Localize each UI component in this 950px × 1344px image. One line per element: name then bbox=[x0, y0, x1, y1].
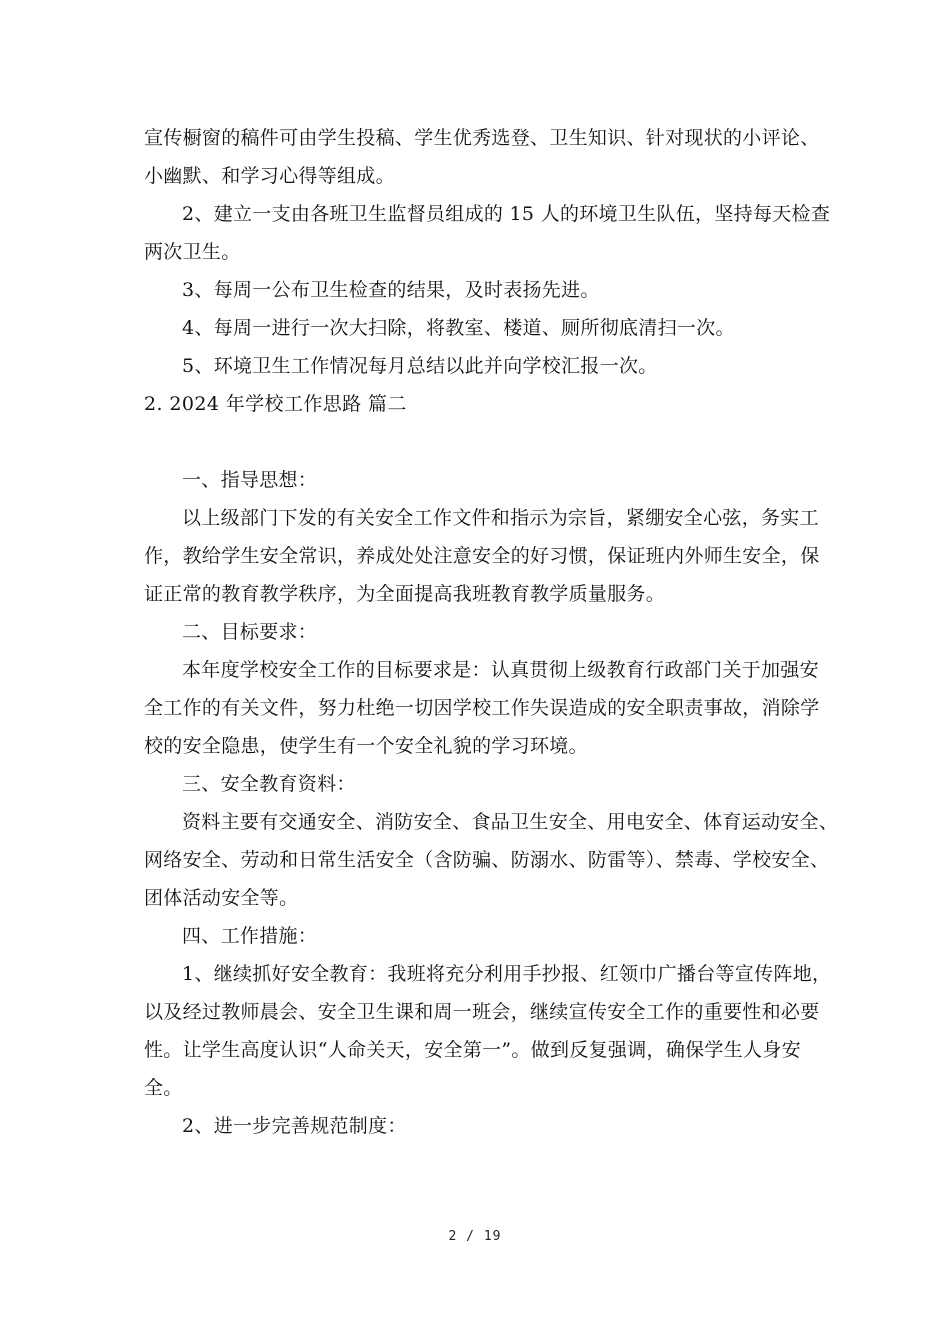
blank-line bbox=[144, 423, 810, 461]
materials-heading: 三、安全教育资料： bbox=[182, 773, 356, 795]
text-line: 以上级部门下发的有关安全工作文件和指示为宗旨，紧绷安全心弦，务实工 bbox=[182, 507, 819, 529]
text-line: 全工作的有关文件，努力杜绝一切因学校工作失误造成的安全职责事故，消除学 bbox=[144, 697, 820, 719]
text-line: 校的安全隐患，使学生有一个安全礼貌的学习环境。 bbox=[144, 735, 588, 757]
paragraph-publicity-window bbox=[144, 119, 820, 195]
text-line: 2、建立一支由各班卫生监督员组成的 15 人的环境卫生队伍，坚持每天检查 bbox=[182, 203, 831, 225]
paragraph-guiding bbox=[144, 499, 820, 613]
text-line: 两次卫生。 bbox=[144, 241, 241, 263]
goals-heading: 二、目标要求： bbox=[182, 621, 318, 643]
text-line: 1、继续抓好安全教育：我班将充分利用手抄报、红领巾广播台等宣传阵地， bbox=[182, 963, 832, 985]
text-line: 以及经过教师晨会、安全卫生课和周一班会，继续宣传安全工作的重要性和必要 bbox=[144, 1001, 820, 1023]
page-number: 2 / 19 bbox=[448, 1229, 502, 1244]
paragraph-measure-2: 2、进一步完善规范制度： bbox=[182, 1115, 407, 1137]
paragraph-item-3: 3、每周一公布卫生检查的结果，及时表扬先进。 bbox=[182, 279, 600, 301]
text-line: 证正常的教育教学秩序，为全面提高我班教育教学质量服务。 bbox=[144, 583, 666, 605]
paragraph-goals bbox=[144, 651, 820, 765]
text-line: 小幽默、和学习心得等组成。 bbox=[144, 165, 395, 187]
text-line: 作，教给学生安全常识，养成处处注意安全的好习惯，保证班内外师生安全，保 bbox=[144, 545, 820, 567]
paragraph-item-2 bbox=[144, 195, 831, 271]
paragraph-measure-1 bbox=[144, 955, 832, 1107]
text-line: 宣传橱窗的稿件可由学生投稿、学生优秀选登、卫生知识、针对现状的小评论、 bbox=[144, 127, 820, 149]
paragraph-item-4: 4、每周一进行一次大扫除，将教室、楼道、厕所彻底清扫一次。 bbox=[182, 317, 735, 339]
guiding-heading: 一、指导思想： bbox=[182, 469, 318, 491]
text-line: 团体活动安全等。 bbox=[144, 887, 299, 909]
measures-heading: 四、工作措施： bbox=[182, 925, 318, 947]
text-line: 资料主要有交通安全、消防安全、食品卫生安全、用电安全、体育运动安全、 bbox=[182, 811, 839, 833]
text-line: 本年度学校安全工作的目标要求是：认真贯彻上级教育行政部门关于加强安 bbox=[182, 659, 819, 681]
text-line: 全。 bbox=[144, 1077, 183, 1099]
section-heading: 2. 2024 年学校工作思路 篇二 bbox=[144, 393, 407, 415]
paragraph-materials bbox=[144, 803, 839, 917]
document-body bbox=[144, 119, 839, 1145]
paragraph-item-5: 5、环境卫生工作情况每月总结以此并向学校汇报一次。 bbox=[182, 355, 658, 377]
text-line: 性。让学生高度认识“人命关天，安全第一”。做到反复强调，确保学生人身安 bbox=[144, 1039, 801, 1061]
text-line: 网络安全、劳动和日常生活安全（含防骗、防溺水、防雷等）、禁毒、学校安全、 bbox=[144, 849, 830, 871]
